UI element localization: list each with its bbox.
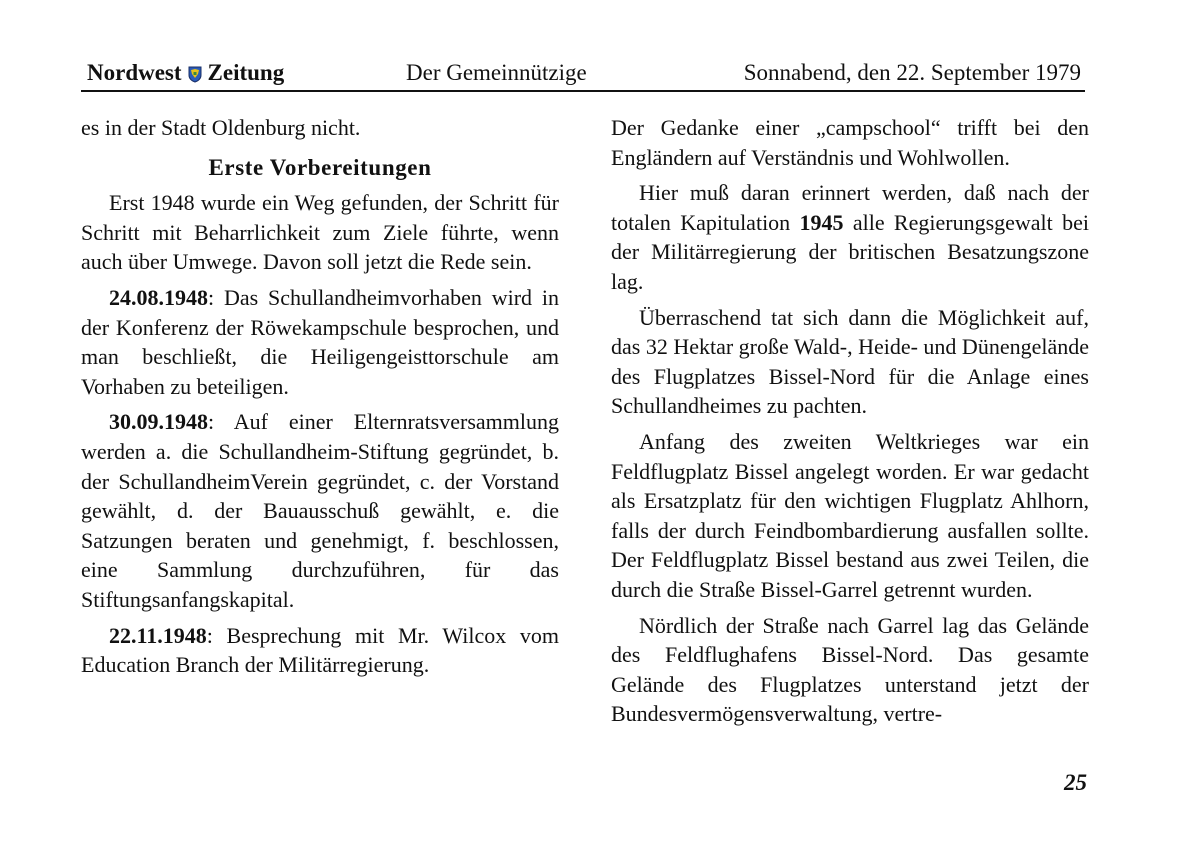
entry-text: : Auf einer Elternratsversammlung werden a. die Schullandheim-Stiftung gegründet, b. der SchullandheimVerein gegründet, c. der Vorstand gewählt, d. der Bauausschuß gewählt, e. die Satzungen beraten und genehmigt, f. beschlossen, eine Sammlung durchzuführen, für das Stiftungsanfangskapital. [81,409,559,612]
section-heading: Erste Vorbereitungen [208,154,432,180]
paragraph-text: alle Regierungsgewalt bei der Militärregierung der britischen Besatzungszone lag. [611,209,1089,294]
year-highlight: 1945 [799,209,844,235]
page-number: 25 [1064,770,1087,795]
running-header [81,54,1085,92]
entry-date: 22.11.1948 [109,622,207,648]
newspaper-name-right: Zeitung [207,60,285,85]
right-column [611,113,1089,735]
paragraph: Anfang des zweiten Weltkrieges war ein Feldflugplatz Bissel angelegt worden. Er war gedacht als Ersatzplatz für den wichtigen Flugplatz Ahlhorn, falls der durch Feindbombardierung ausfallen sollte. Der Feldflugplatz Bissel bestand aus zwei Teilen, die durch die Straße Bissel-Garrel getrennt wurden. [611,428,1089,602]
left-column [81,113,559,686]
entry-date: 24.08.1948 [109,284,208,310]
issue-date: Sonnabend, den 22. September 1979 [743,60,1081,85]
paragraph: Erst 1948 wurde ein Weg gefunden, der Schritt für Schritt mit Beharrlichkeit zum Ziele führte, wenn auch über Umwege. Davon soll jetzt die Rede sein. [81,190,559,275]
newspaper-name [87,60,284,86]
entry-text: : Das Schullandheimvorhaben wird in der Konferenz der Röwekampschule besprochen, und man beschließt, die Heiligengeisttorschule am Vorhaben zu beteiligen. [81,284,559,399]
paragraph: Der Gedanke einer „campschool“ trifft bei den Engländern auf Verständnis und Wohlwollen. [611,115,1089,170]
paragraph: Überraschend tat sich dann die Möglichkeit auf, das 32 Hektar große Wald-, Heide- und Dünengelände des Flugplatzes Bissel-Nord für die Anlage eines Schullandheimes zu pachten. [611,304,1089,419]
paragraph: es in der Stadt Oldenburg nicht. [81,115,361,140]
newspaper-name-left: Nordwest [87,60,182,85]
dated-entry [81,283,559,401]
paragraph-text: Hier muß daran erinnert werden, daß nach der totalen Kapitulation [611,180,1089,235]
paragraph [611,178,1089,296]
section-title: Der Gemeinnützige [406,60,587,85]
coat-of-arms-icon [188,66,202,83]
paragraph: Nördlich der Straße nach Garrel lag das Gelände des Feldflughafens Bissel-Nord. Das gesamte Gelände des Flugplatzes unterstand jetzt der Bundesvermögensverwaltung, vertre- [611,612,1089,727]
dated-entry [81,407,559,614]
entry-date: 30.09.1948 [109,409,208,435]
entry-text: : Besprechung mit Mr. Wilcox vom Education Branch der Militärregierung. [81,622,559,678]
dated-entry [81,621,559,680]
